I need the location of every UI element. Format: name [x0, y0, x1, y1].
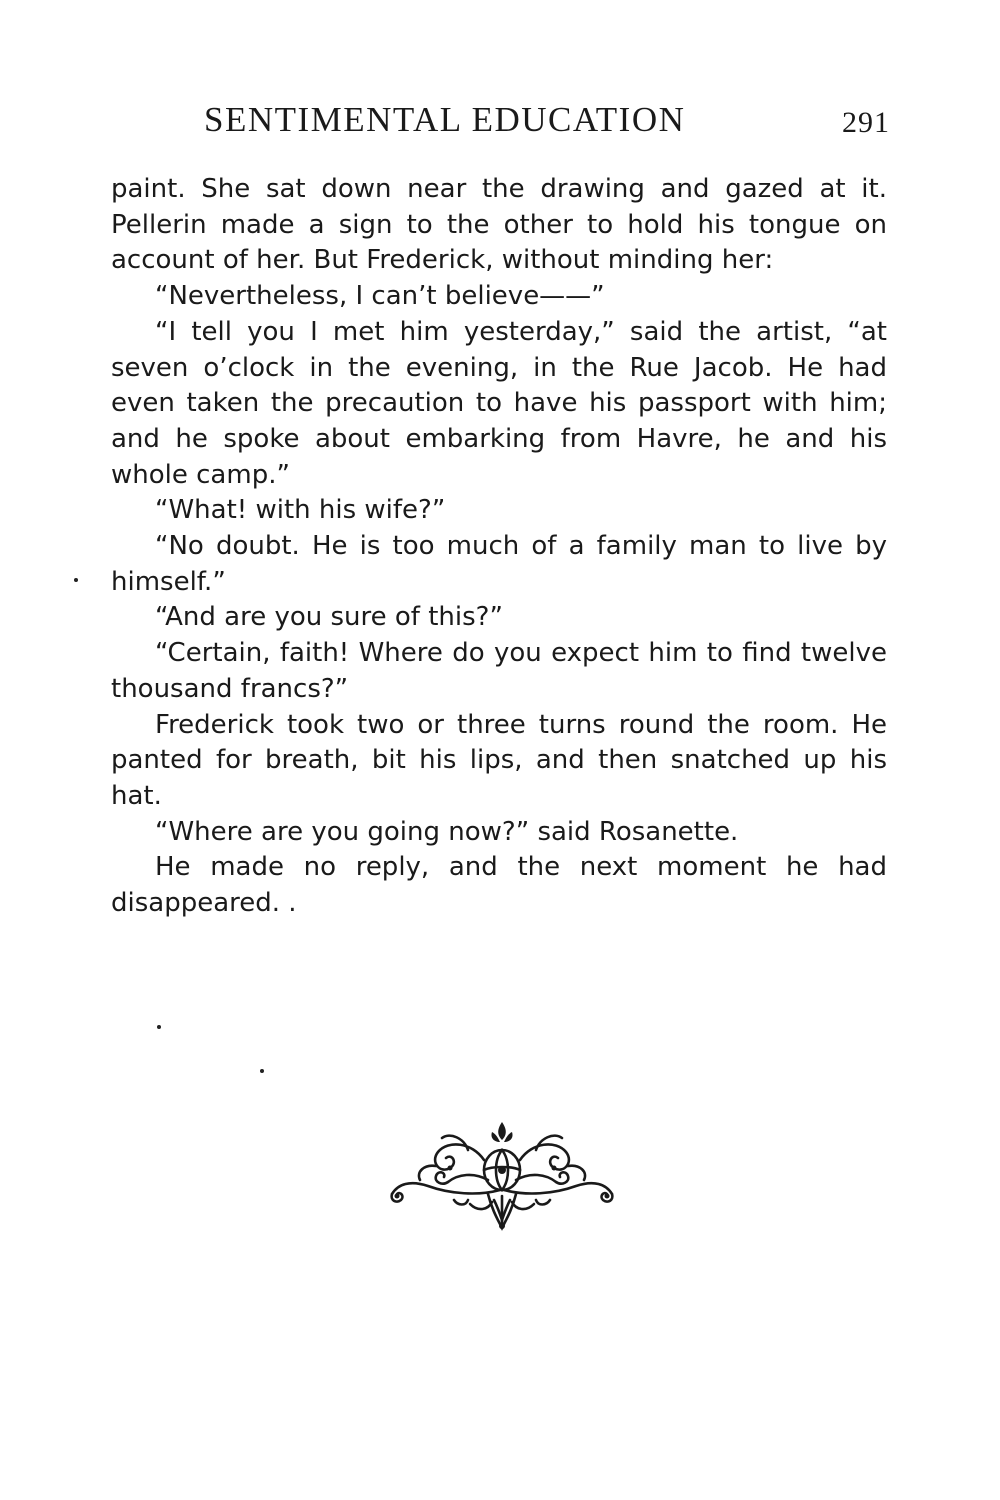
paragraph: “No doubt. He is too much of a family man to live by himself.”	[111, 531, 887, 597]
paragraph: “Certain, faith! Where do you expect him to find twelve thousand francs?”	[111, 638, 887, 704]
body-text	[111, 172, 887, 922]
stray-mark	[74, 578, 78, 582]
paragraph: “Nevertheless, I can’t believe——”	[155, 281, 605, 312]
stray-mark	[260, 1069, 264, 1073]
paragraph: “And are you sure of this?”	[155, 602, 503, 633]
page-number: 291	[842, 106, 890, 139]
stray-mark	[157, 1025, 161, 1029]
paragraph: “What! with his wife?”	[155, 495, 446, 526]
floral-tailpiece-icon	[388, 1120, 616, 1232]
paragraph: “Where are you going now?” said Rosanette.	[155, 816, 739, 847]
paragraph: paint. She sat down near the drawing and gazed at it. Pellerin made a sign to the other to hold his tongue on account of her. But Frederick, without minding her:	[111, 174, 887, 276]
running-title: SENTIMENTAL EDUCATION	[204, 100, 686, 139]
paragraph: He made no reply, and the next moment he had disappeared. .	[111, 852, 887, 919]
paragraph: Frederick took two or three turns round the room. He panted for breath, bit his lips, and then snatched up his hat.	[111, 709, 887, 811]
paragraph: “I tell you I met him yesterday,” said the artist, “at seven o’clock in the evening, in the Rue Jacob. He had even taken the precaution to have his passport with him; and he spoke about embarking from Havre, he and his whole camp.”	[111, 316, 887, 490]
running-head	[200, 100, 890, 142]
